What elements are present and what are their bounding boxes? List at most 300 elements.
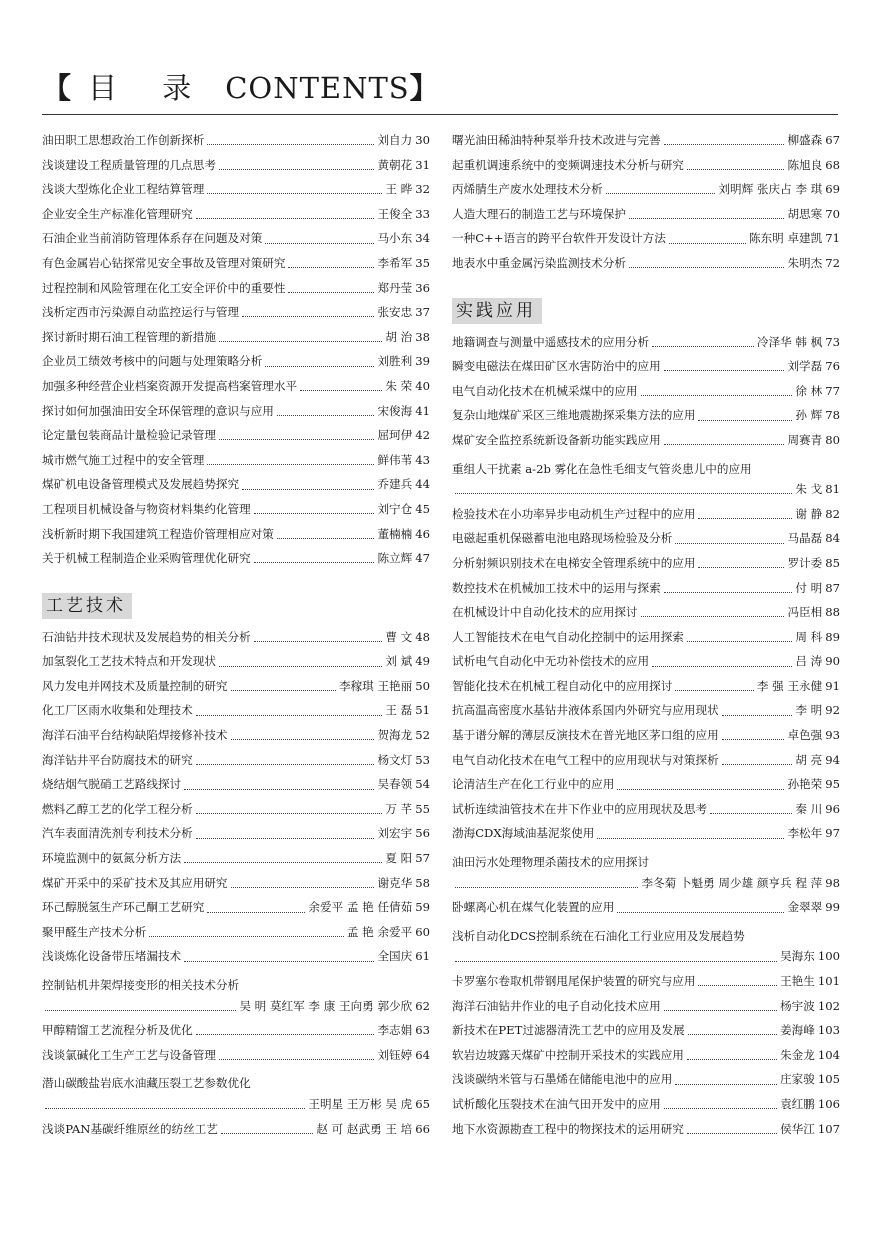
toc-entry-title: 企业安全生产标准化管理研究: [42, 206, 193, 221]
toc-leader-dots: [669, 242, 746, 244]
toc-entry-page: 96: [825, 801, 840, 816]
toc-entry-page: 106: [817, 1096, 840, 1111]
toc-entry-author: 刘学磊: [787, 359, 823, 374]
toc-leader-dots: [231, 689, 336, 691]
toc-leader-dots: [277, 537, 375, 539]
toc-entry-author: 马小东: [377, 231, 413, 246]
toc-entry-title: 瞬变电磁法在煤田矿区水害防治中的应用: [452, 359, 661, 374]
toc-entry[interactable]: [42, 526, 430, 551]
toc-entry[interactable]: [42, 230, 430, 255]
toc-entry[interactable]: [42, 452, 430, 477]
toc-entry-author: 吴春领: [377, 777, 413, 792]
toc-title-en: CONTENTS: [225, 71, 410, 105]
toc-entry-page: 47: [415, 551, 430, 566]
toc-entry[interactable]: [452, 383, 840, 408]
toc-entry[interactable]: [452, 973, 840, 998]
toc-entry[interactable]: [42, 727, 430, 752]
toc-entry-title: 论定量包装商品计量检验记录管理: [42, 428, 216, 443]
toc-entry-title: 海洋钻井平台防腐技术的研究: [42, 752, 193, 767]
toc-entry-author: 朱 戈: [795, 482, 823, 497]
toc-entry-author: 朱 荣: [385, 378, 413, 393]
toc-entry-page: 57: [415, 851, 430, 866]
toc-leader-dots: [722, 763, 793, 765]
toc-entry-author: 陈立辉: [377, 551, 413, 566]
toc-leader-dots: [265, 242, 374, 244]
toc-entry-author: 袁红鹏: [780, 1096, 815, 1111]
toc-entry[interactable]: [42, 825, 430, 850]
toc-entry-title: 人造大理石的制造工艺与环境保护: [452, 206, 626, 221]
toc-entry-title: 过程控制和风险管理在化工安全评价中的重要性: [42, 280, 286, 295]
toc-entry[interactable]: [42, 255, 430, 280]
toc-entry-title: 浅谈建设工程质量管理的几点思考: [42, 157, 216, 172]
toc-entry-author: 刘 斌: [385, 654, 413, 669]
toc-entry-page: 30: [415, 133, 430, 147]
toc-entry[interactable]: [452, 653, 840, 678]
toc-entry-author: 王俊全: [377, 206, 413, 221]
toc-leader-dots: [698, 517, 792, 519]
toc-entry[interactable]: [452, 334, 840, 359]
toc-entry-page: 72: [825, 255, 840, 270]
toc-entry[interactable]: [452, 580, 840, 605]
toc-entry-author: 徐 林: [795, 383, 823, 398]
toc-entry[interactable]: [452, 506, 840, 531]
toc-leader-dots: [652, 345, 754, 347]
toc-entry-title: 地下水资源勘查工程中的物探技术的运用研究: [452, 1121, 684, 1136]
toc-entry-title: 浅谈炼化设备带压堵漏技术: [42, 949, 182, 964]
toc-entry-author: 刘胜利: [377, 354, 413, 369]
toc-entry-page: 69: [825, 182, 840, 197]
toc-entry-page: 101: [817, 974, 840, 988]
toc-entry[interactable]: [42, 304, 430, 329]
toc-leader-dots: [675, 542, 784, 544]
toc-leader-dots: [277, 414, 375, 416]
toc-entry-page: 90: [825, 654, 840, 669]
toc-entry-author: 冯臣相: [787, 605, 823, 620]
toc-entry[interactable]: [42, 752, 430, 777]
toc-entry-author: 罗计委: [787, 555, 823, 570]
toc-entry-title: 燃料乙醇工艺的化学工程分析: [42, 801, 193, 816]
toc-entry[interactable]: [42, 132, 430, 157]
toc-entry[interactable]: [452, 181, 840, 206]
toc-entry[interactable]: [452, 358, 840, 383]
toc-leader-dots: [221, 1132, 313, 1134]
section-heading-label: 实践应用: [452, 298, 542, 324]
toc-entry[interactable]: [452, 801, 840, 826]
toc-entry-title: 卧螺离心机在煤气化装置的应用: [452, 900, 615, 915]
toc-entry-title: 海洋石油钻井作业的电子自动化技术应用: [452, 998, 661, 1013]
toc-entry-author: 夏 阳: [385, 851, 413, 866]
toc-entry-author: 赵 可 赵武勇 王 培: [316, 1121, 413, 1136]
toc-entry[interactable]: [452, 1096, 840, 1121]
toc-entry-author: 卓色强: [787, 728, 823, 743]
toc-entry[interactable]: [42, 1047, 430, 1072]
toc-leader-dots: [664, 443, 785, 445]
toc-entry[interactable]: [452, 629, 840, 654]
right-column: [452, 132, 840, 1145]
toc-entry-title: 试析电气自动化中无功补偿技术的应用: [452, 654, 650, 669]
toc-entry-title: 电气自动化技术在电气工程中的应用现状与对策探析: [452, 752, 719, 767]
toc-entry[interactable]: [452, 727, 840, 752]
toc-entry[interactable]: [42, 899, 430, 924]
toc-entry-author: 胡 亮: [795, 752, 823, 767]
toc-entry-title: 探讨如何加强油田安全环保管理的意识与应用: [42, 403, 274, 418]
toc-leader-dots: [265, 365, 374, 367]
toc-leader-dots: [288, 266, 374, 268]
toc-entry-title-line[interactable]: 控制钻机井架焊接变形的相关技术分析: [42, 978, 240, 992]
toc-entry-title: 风力发电并网技术及质量控制的研究: [42, 678, 228, 693]
toc-entry-page: 41: [415, 403, 430, 418]
toc-entry-page: 104: [817, 1047, 840, 1062]
toc-entry-title: 地籍调查与测量中遥感技术的应用分析: [452, 334, 650, 349]
toc-entry[interactable]: [452, 1121, 840, 1146]
toc-leader-dots: [207, 911, 305, 913]
toc-entry-author: 刘宏宇: [377, 826, 413, 841]
toc-entry-page: 92: [825, 703, 840, 718]
toc-entry[interactable]: [42, 157, 430, 182]
toc-entry-title: 煤矿机电设备管理模式及发展趋势探究: [42, 477, 240, 492]
toc-entry-title: 煤矿安全监控系统新设备新功能实践应用: [452, 432, 661, 447]
toc-entry-author: 刘自力: [377, 133, 413, 147]
toc-entry-page: 91: [825, 678, 840, 693]
toc-entry-title: 渤海CDX海域油基泥浆使用: [452, 826, 595, 841]
toc-entry-title: 论清洁生产在化工行业中的应用: [452, 777, 615, 792]
toc-entry-continuation[interactable]: [452, 948, 840, 973]
toc-entry[interactable]: [42, 801, 430, 826]
toc-entry[interactable]: [452, 702, 840, 727]
toc-leader-dots: [606, 192, 716, 194]
toc-entry-page: 56: [415, 826, 430, 841]
toc-entry-author: 陈旭良: [787, 157, 823, 172]
toc-entry-page: 32: [415, 182, 430, 197]
toc-entry[interactable]: [42, 476, 430, 501]
toc-entry-page: 65: [415, 1096, 430, 1111]
toc-entry-page: 40: [415, 378, 430, 393]
toc-entry-author: 董楠楠: [377, 526, 413, 541]
toc-entry-title: 海洋石油平台结构缺陷焊接修补技术: [42, 728, 228, 743]
toc-entry-title: 化工厂区雨水收集和处理技术: [42, 703, 193, 718]
toc-entry-title: 曙光油田稀油特种泵举升技术改进与完善: [452, 133, 661, 147]
toc-entry-author: 李 明: [795, 703, 823, 718]
toc-entry-author: 周 科: [795, 629, 823, 644]
toc-entry-author: 王 磊: [385, 703, 413, 718]
toc-entry-page: 68: [825, 157, 840, 172]
toc-entry-page: 45: [415, 501, 430, 516]
toc-entry-title: 抗高温高密度水基钻井液体系国内外研究与应用现状: [452, 703, 719, 718]
toc-entry-page: 67: [825, 133, 840, 147]
toc-entry-author: 贺海龙: [377, 728, 413, 743]
toc-entry-title-line[interactable]: 浅析自动化DCS控制系统在石油化工行业应用及发展趋势: [452, 928, 745, 943]
toc-entry-author: 乔建兵: [377, 477, 413, 492]
toc-leader-dots: [184, 861, 382, 863]
toc-entry-author: 曹 文: [385, 629, 413, 644]
toc-entry-title: 浅析新时期下我国建筑工程造价管理相应对策: [42, 526, 274, 541]
toc-leader-dots: [231, 886, 375, 888]
toc-leader-dots: [219, 665, 382, 667]
toc-entry-author: 吴海东: [780, 949, 815, 964]
toc-entry-title: 加氢裂化工艺技术特点和开发现状: [42, 654, 216, 669]
toc-entry-page: 103: [817, 1023, 840, 1038]
toc-entry[interactable]: [452, 530, 840, 555]
toc-leader-dots: [698, 566, 784, 568]
toc-leader-dots: [664, 1009, 777, 1011]
toc-entry-author: 侯华江: [780, 1121, 815, 1136]
toc-entry[interactable]: [42, 629, 430, 654]
toc-entry-title: 烧结烟气脱硝工艺路线探讨: [42, 777, 182, 792]
toc-entry-page: 39: [415, 354, 430, 369]
toc-entry-title: 加强多种经营企业档案资源开发提高档案管理水平: [42, 378, 298, 393]
toc-entry[interactable]: [42, 280, 430, 305]
toc-entry-author: 周赛青: [787, 432, 823, 447]
toc-entry-page: 77: [825, 383, 840, 398]
toc-entry-author: 孟 艳 余爱平: [346, 924, 413, 939]
toc-entry[interactable]: [42, 948, 430, 973]
toc-entry[interactable]: [42, 403, 430, 428]
toc-entry-author: 金翠翠: [787, 900, 823, 915]
toc-entry-author: 付 明: [795, 580, 823, 595]
toc-entry-page: 60: [415, 924, 430, 939]
toc-entry-page: 88: [825, 605, 840, 620]
toc-leader-dots: [45, 1107, 305, 1109]
toc-leader-dots: [300, 389, 382, 391]
toc-entry-author: 朱金龙: [780, 1047, 815, 1062]
toc-leader-dots: [207, 192, 382, 194]
toc-entry-page: 97: [825, 826, 840, 841]
toc-entry-page: 102: [817, 998, 840, 1013]
toc-entry-author: 谢克华: [377, 875, 413, 890]
toc-entry-title: 浅谈碳纳米管与石墨烯在储能电池中的应用: [452, 1072, 673, 1087]
toc-entry[interactable]: [42, 1022, 430, 1047]
toc-entry-continuation[interactable]: [452, 481, 840, 506]
toc-leader-dots: [687, 1058, 777, 1060]
toc-entry-title: 城市燃气施工过程中的安全管理: [42, 452, 205, 467]
toc-entry-author: 李志娟: [377, 1023, 413, 1038]
toc-entry-title: 探讨新时期石油工程管理的新措施: [42, 329, 216, 344]
toc-entry[interactable]: [42, 924, 430, 949]
toc-entry-author: 余爱平 孟 艳 任倩茹: [308, 900, 413, 915]
toc-leader-dots: [664, 1107, 777, 1109]
toc-entry-title: 新技术在PET过滤器清洗工艺中的应用及发展: [452, 1023, 685, 1038]
toc-leader-dots: [652, 665, 792, 667]
toc-entry-author: 刘明辉 张庆占 李 琪: [718, 182, 823, 197]
toc-entry-title-line[interactable]: 潜山碳酸盐岩底水油藏压裂工艺参数优化: [42, 1076, 251, 1091]
toc-entry-title: 电磁起重机保磁蓄电池电路现场检验及分析: [452, 531, 673, 546]
toc-entry-title: 浅析定西市污染源自动监控运行与管理: [42, 305, 240, 320]
toc-entry[interactable]: [42, 353, 430, 378]
toc-entry[interactable]: [42, 181, 430, 206]
toc-leader-dots: [207, 463, 374, 465]
toc-entry[interactable]: [42, 875, 430, 900]
toc-leader-dots: [184, 960, 374, 962]
toc-entry[interactable]: [452, 206, 840, 231]
toc-entry[interactable]: [42, 378, 430, 403]
toc-leader-dots: [207, 143, 374, 145]
toc-leader-dots: [675, 689, 754, 691]
toc-entry-author: 杨文灯: [377, 752, 413, 767]
toc-entry[interactable]: [452, 555, 840, 580]
toc-leader-dots: [687, 168, 785, 170]
toc-entry[interactable]: [452, 604, 840, 629]
toc-entry-page: 94: [825, 752, 840, 767]
toc-entry-title-line[interactable]: 油田污水处理物理杀菌技术的应用探讨: [452, 855, 650, 870]
toc-entry[interactable]: [452, 230, 840, 255]
toc-leader-dots: [688, 1033, 777, 1035]
toc-entry[interactable]: [452, 998, 840, 1023]
toc-entry-page: 44: [415, 477, 430, 492]
toc-leader-dots: [45, 1009, 236, 1011]
toc-entry[interactable]: [42, 427, 430, 452]
toc-entry[interactable]: [452, 255, 840, 280]
toc-entry[interactable]: [452, 752, 840, 777]
toc-entry-title: 卡罗塞尔卷取机带钢甩尾保护装置的研究与应用: [452, 974, 696, 988]
toc-entry-page: 87: [825, 580, 840, 595]
toc-entry[interactable]: [452, 1022, 840, 1047]
toc-entry[interactable]: [452, 1047, 840, 1072]
toc-entry-author: 刘宁仓: [377, 501, 413, 516]
toc-entry-page: 89: [825, 629, 840, 644]
toc-entry[interactable]: [452, 407, 840, 432]
toc-entry-title-line[interactable]: 重组人干扰素 a-2b 雾化在急性毛细支气管炎患儿中的应用: [452, 461, 752, 476]
toc-entry[interactable]: [42, 702, 430, 727]
toc-entry-author: 张安忠: [377, 305, 413, 320]
toc-title-cn: 目 录: [88, 71, 210, 105]
toc-entry[interactable]: [452, 432, 840, 457]
toc-entry-title: 一种C++语言的跨平台软件开发设计方法: [452, 231, 666, 246]
toc-entry-page: 66: [415, 1121, 430, 1136]
toc-entry-page: 59: [415, 900, 430, 915]
toc-entry-title: 软岩边坡露天煤矿中控制开采技术的实践应用: [452, 1047, 684, 1062]
toc-entry-page: 71: [825, 231, 840, 246]
toc-entry-page: 50: [415, 678, 430, 693]
toc-entry-author: 刘钰婷: [377, 1047, 413, 1062]
toc-leader-dots: [698, 419, 792, 421]
toc-entry-page: 49: [415, 654, 430, 669]
toc-entry-page: 33: [415, 206, 430, 221]
toc-entry-author: 李松年: [787, 826, 823, 841]
toc-entry-title: 起重机调速系统中的变频调速技术分析与研究: [452, 157, 684, 172]
toc-leader-dots: [219, 340, 382, 342]
toc-entry[interactable]: [42, 678, 430, 703]
toc-entry-author: 胡 治: [385, 329, 413, 344]
toc-entry-author: 万 芊: [385, 801, 413, 816]
toc-entry-page: 70: [825, 206, 840, 221]
toc-leader-dots: [184, 788, 374, 790]
toc-leader-dots: [455, 960, 777, 962]
toc-entry-title: 浅谈PAN基碳纤维原丝的纺丝工艺: [42, 1121, 218, 1136]
toc-entry-page: 54: [415, 777, 430, 792]
toc-entry-continuation[interactable]: [42, 1096, 430, 1121]
toc-entry-title: 数控技术在机械加工技术中的运用与探索: [452, 580, 661, 595]
toc-leader-dots: [722, 738, 785, 740]
toc-leader-dots: [196, 217, 375, 219]
toc-leader-dots: [664, 591, 793, 593]
toc-entry-page: 48: [415, 629, 430, 644]
toc-entry-author: 宋俊海: [377, 403, 413, 418]
toc-entry-page: 37: [415, 305, 430, 320]
toc-leader-dots: [196, 837, 375, 839]
toc-entry-author: 孙 辉: [795, 408, 823, 423]
toc-entry[interactable]: [452, 1071, 840, 1096]
toc-entry-author: 胡思寒: [787, 206, 823, 221]
toc-entry-author: 马晶磊: [787, 531, 823, 546]
header-rule: [42, 114, 838, 115]
toc-entry-author: 全国庆: [377, 949, 413, 964]
toc-entry[interactable]: [42, 850, 430, 875]
section-heading: [42, 575, 430, 629]
toc-entry[interactable]: [452, 132, 840, 157]
toc-entry[interactable]: [42, 550, 430, 575]
toc-entry[interactable]: [452, 825, 840, 850]
toc-entry[interactable]: [42, 653, 430, 678]
toc-entry-author: 黄朝花: [377, 157, 413, 172]
toc-entry-title: 聚甲醛生产技术分析: [42, 924, 147, 939]
toc-leader-dots: [617, 788, 784, 790]
section-heading: [452, 280, 840, 334]
toc-entry-title: 复杂山地煤矿采区三维地震勘探采集方法的应用: [452, 408, 696, 423]
toc-entry-page: 95: [825, 777, 840, 792]
toc-entry[interactable]: [452, 678, 840, 703]
toc-entry-page: 84: [825, 531, 840, 546]
toc-entry-page: 36: [415, 280, 430, 295]
toc-entry[interactable]: [452, 776, 840, 801]
toc-entry-author: 王 晔: [385, 182, 413, 197]
toc-leader-dots: [196, 812, 383, 814]
toc-entry-page: 51: [415, 703, 430, 718]
toc-entry-page: 76: [825, 359, 840, 374]
toc-entry-page: 100: [817, 949, 840, 964]
toc-entry-page: 42: [415, 428, 430, 443]
toc-entry-author: 吕 涛: [795, 654, 823, 669]
toc-entry-page: 52: [415, 728, 430, 743]
toc-entry-page: 58: [415, 875, 430, 890]
toc-leader-dots: [687, 1132, 777, 1134]
toc-entry-title: 基于谱分解的薄层反演技术在普光地区茅口组的应用: [452, 728, 719, 743]
toc-leader-dots: [687, 640, 792, 642]
toc-leader-dots: [231, 738, 375, 740]
toc-entry-page: 105: [817, 1072, 840, 1087]
toc-entry-page: 55: [415, 801, 430, 816]
toc-entry-title: 电气自动化技术在机械采煤中的应用: [452, 383, 638, 398]
toc-entry-page: 107: [817, 1121, 840, 1136]
toc-entry-continuation[interactable]: [42, 998, 430, 1023]
toc-entry-title: 浅谈氯碱化工生产工艺与设备管理: [42, 1047, 216, 1062]
toc-entry[interactable]: [452, 899, 840, 924]
toc-entry-title: 油田职工思想政治工作创新探析: [42, 133, 205, 147]
toc-entry[interactable]: [42, 501, 430, 526]
toc-entry-author: 庄家骏: [780, 1072, 815, 1087]
toc-entry[interactable]: [42, 1121, 430, 1146]
toc-entry-page: 38: [415, 329, 430, 344]
toc-entry[interactable]: [452, 157, 840, 182]
toc-entry-author: 柳盛森: [787, 133, 823, 147]
toc-entry-title: 试析酸化压裂技术在油气田开发中的应用: [452, 1096, 661, 1111]
toc-entry[interactable]: [42, 329, 430, 354]
toc-entry[interactable]: [42, 776, 430, 801]
toc-entry-page: 46: [415, 526, 430, 541]
toc-entry-continuation[interactable]: [452, 875, 840, 900]
toc-leader-dots: [629, 217, 785, 219]
toc-entry-title: 企业员工绩效考核中的问题与处理策略分析: [42, 354, 263, 369]
toc-leader-dots: [196, 714, 383, 716]
toc-entry-title: 甲醇精馏工艺流程分析及优化: [42, 1023, 193, 1038]
toc-leader-dots: [219, 168, 375, 170]
toc-entry-page: 80: [825, 432, 840, 447]
toc-entry-title: 丙烯腈生产废水处理技术分析: [452, 182, 603, 197]
open-bracket: 【: [42, 71, 73, 105]
toc-entry-page: 93: [825, 728, 840, 743]
toc-entry-author: 王艳生: [780, 974, 815, 988]
toc-entry[interactable]: [42, 206, 430, 231]
toc-entry-title: 试析连续油管技术在井下作业中的应用现状及思考: [452, 801, 708, 816]
